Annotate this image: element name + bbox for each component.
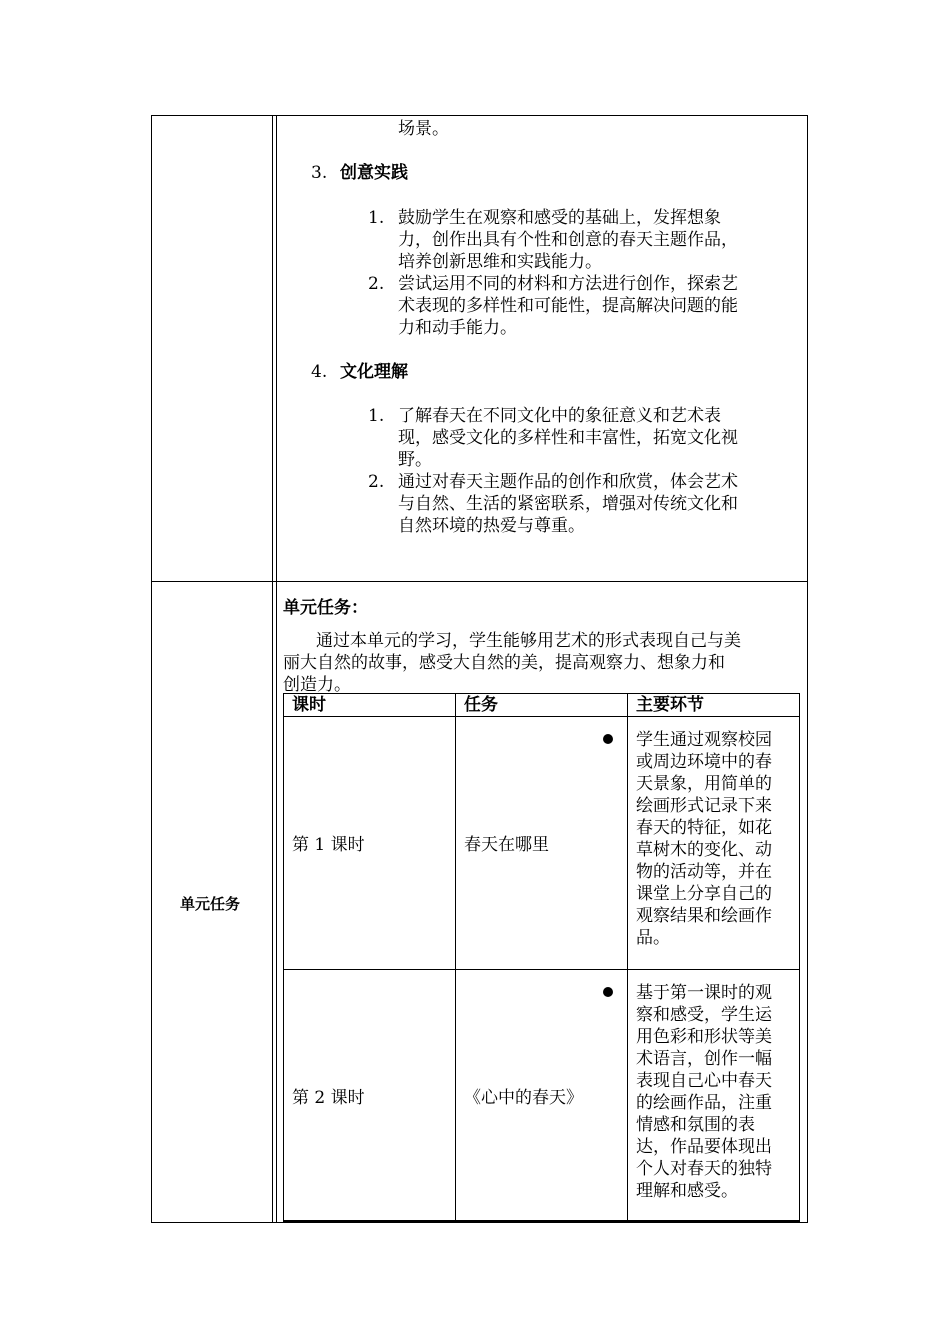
list-item-line: 现，感受文化的多样性和丰富性，拓宽文化视 xyxy=(398,428,738,448)
row-label-unit-task: 单元任务 xyxy=(180,895,241,913)
column-divider-left-double xyxy=(276,116,277,1222)
detail-line: 术语言，创作一幅 xyxy=(636,1049,772,1069)
intro-line: 丽大自然的故事，感受大自然的美，提高观察力、想象力和 xyxy=(283,653,725,673)
detail-line: 绘画形式记录下来 xyxy=(636,796,772,816)
bullet-icon xyxy=(603,987,613,997)
detail-line: 或周边环境中的春 xyxy=(636,752,772,772)
column-divider-left xyxy=(272,116,273,1222)
detail-line: 个人对春天的独特 xyxy=(636,1159,772,1179)
list-item-line: 鼓励学生在观察和感受的基础上，发挥想象 xyxy=(398,208,721,228)
table-cell-task: 春天在哪里 xyxy=(464,835,549,855)
detail-line: 春天的特征，如花 xyxy=(636,818,772,838)
list-item-line: 了解春天在不同文化中的象征意义和艺术表 xyxy=(398,406,721,426)
list-item-line: 尝试运用不同的材料和方法进行创作，探索艺 xyxy=(398,274,738,294)
detail-line: 察和感受，学生运 xyxy=(636,1005,772,1025)
list-item-line: 培养创新思维和实践能力。 xyxy=(398,252,602,272)
list-item-line: 术表现的多样性和可能性，提高解决问题的能 xyxy=(398,296,738,316)
list-item-number: 2. xyxy=(368,472,385,492)
continued-text: 场景。 xyxy=(398,119,449,139)
table-header-divider xyxy=(284,716,799,717)
unit-task-heading: 单元任务： xyxy=(283,598,368,618)
detail-line: 基于第一课时的观 xyxy=(636,983,772,1003)
table-header-task: 任务 xyxy=(464,695,498,715)
detail-line: 天景象，用简单的 xyxy=(636,774,772,794)
detail-line: 品。 xyxy=(636,928,670,948)
detail-line: 物的活动等，并在 xyxy=(636,862,772,882)
detail-line: 达，作品要体现出 xyxy=(636,1137,772,1157)
detail-line: 观察结果和绘画作 xyxy=(636,906,772,926)
table-header-main-steps: 主要环节 xyxy=(636,695,704,715)
intro-line: 通过本单元的学习，学生能够用艺术的形式表现自己与美 xyxy=(316,631,741,651)
list-item-line: 野。 xyxy=(398,450,432,470)
bullet-icon xyxy=(603,734,613,744)
list-item-number: 2. xyxy=(368,274,385,294)
table-row-divider xyxy=(284,969,799,970)
section-title-creative-practice: 创意实践 xyxy=(340,163,408,183)
section-number: 3. xyxy=(311,163,328,183)
list-item-line: 力和动手能力。 xyxy=(398,318,517,338)
section-title-cultural-understanding: 文化理解 xyxy=(340,362,408,382)
detail-line: 的绘画作品，注重 xyxy=(636,1093,772,1113)
section-number: 4. xyxy=(311,362,328,382)
detail-line: 用色彩和形状等美 xyxy=(636,1027,772,1047)
table-column-divider xyxy=(455,694,456,1221)
list-item-number: 1. xyxy=(368,406,385,426)
table-cell-task: 《心中的春天》 xyxy=(464,1088,583,1108)
list-item-line: 自然环境的热爱与尊重。 xyxy=(398,516,585,536)
detail-line: 表现自己心中春天 xyxy=(636,1071,772,1091)
table-bottom-line xyxy=(284,1220,799,1221)
list-item-line: 与自然、生活的紧密联系，增强对传统文化和 xyxy=(398,494,738,514)
table-cell-period: 第 2 课时 xyxy=(292,1088,365,1108)
list-item-number: 1. xyxy=(368,208,385,228)
detail-line: 理解和感受。 xyxy=(636,1181,738,1201)
row-divider xyxy=(152,581,807,582)
table-header-period: 课时 xyxy=(292,695,326,715)
table-column-divider xyxy=(627,694,628,1221)
detail-line: 情感和氛围的表 xyxy=(636,1115,755,1135)
detail-line: 学生通过观察校园 xyxy=(636,730,772,750)
intro-line: 创造力。 xyxy=(283,675,351,695)
detail-line: 课堂上分享自己的 xyxy=(636,884,772,904)
list-item-line: 力，创作出具有个性和创意的春天主题作品， xyxy=(398,230,738,250)
detail-line: 草树木的变化、动 xyxy=(636,840,772,860)
table-cell-period: 第 1 课时 xyxy=(292,835,365,855)
list-item-line: 通过对春天主题作品的创作和欣赏，体会艺术 xyxy=(398,472,738,492)
